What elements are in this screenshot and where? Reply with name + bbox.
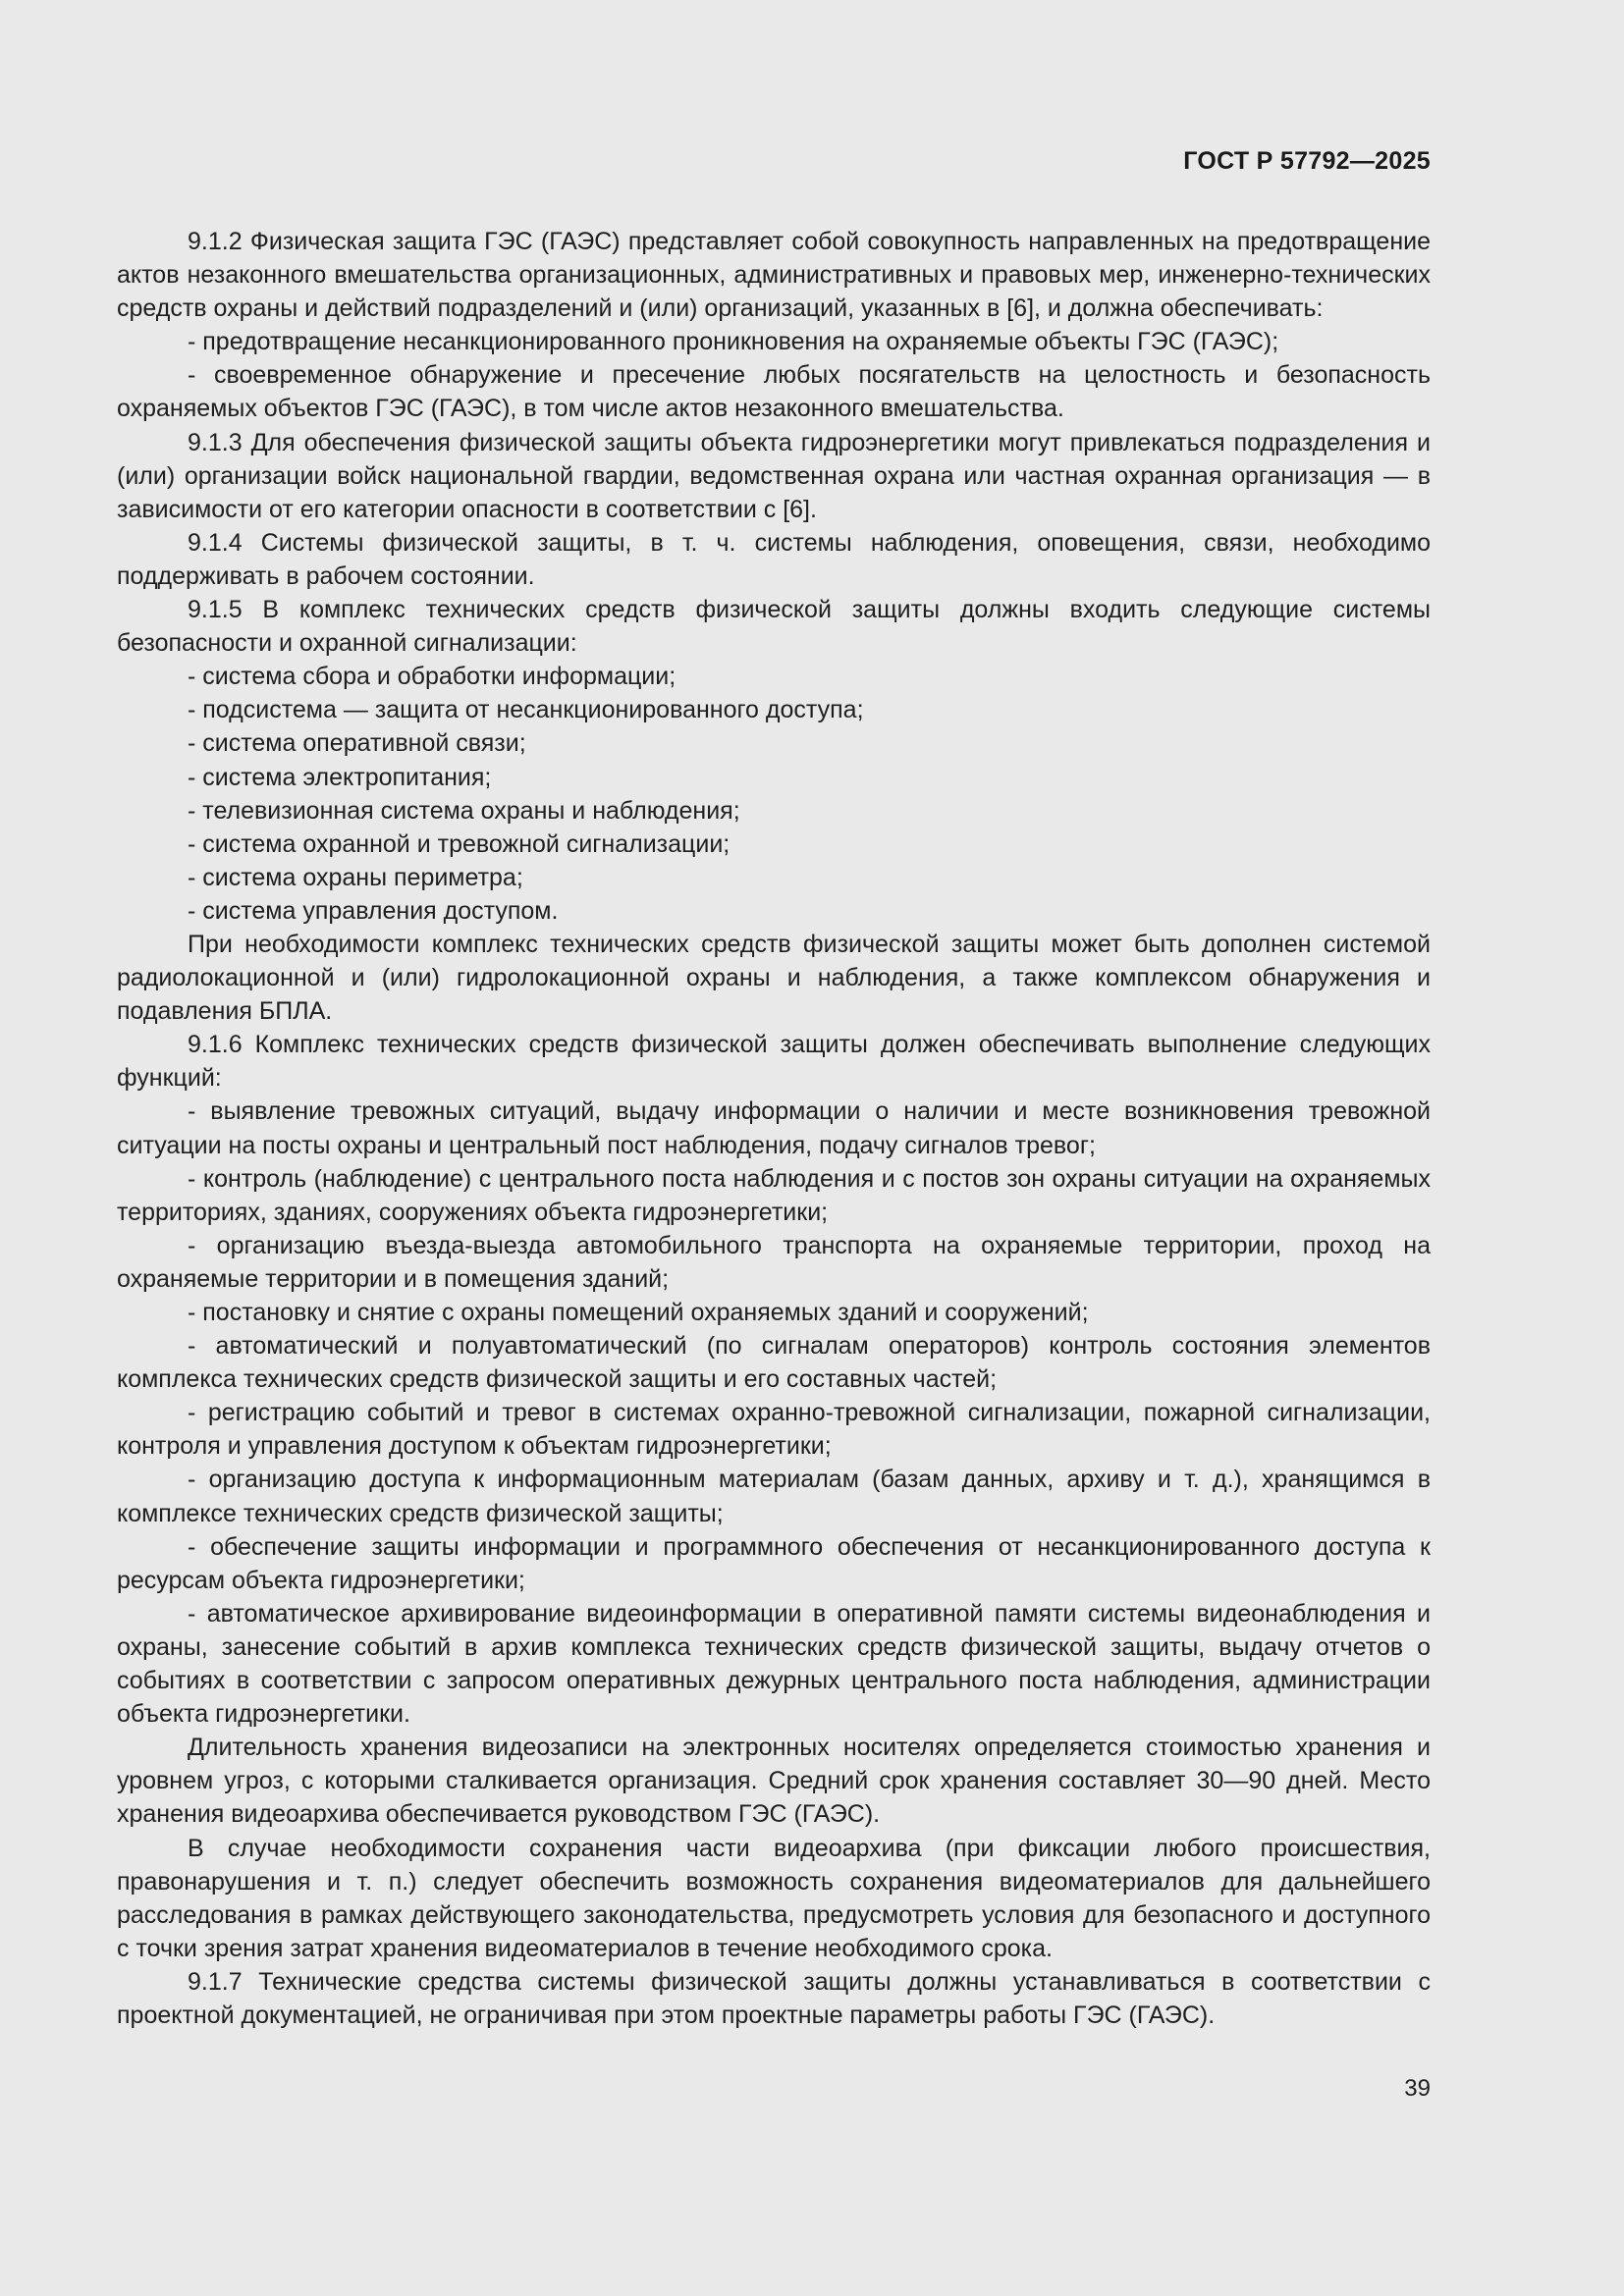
paragraph: 9.1.3 Для обеспечения физической защиты объекта гидроэнергетики могут привлекаться подразделения и (или) организации войск национальной гвардии, ведомственная охрана или частная охранная организация — в зависимости от его категории опасности в соответствии с [6].: [117, 428, 1431, 523]
list-item: - система охраны периметра;: [188, 863, 523, 891]
list-item: - телевизионная система охраны и наблюдения;: [188, 796, 740, 825]
document-body: [117, 225, 1431, 2032]
list-item: - система управления доступом.: [188, 896, 559, 925]
list-item: - система сбора и обработки информации;: [188, 663, 677, 691]
paragraph: В случае необходимости сохранения части видеоархива (при фиксации любого происшествия, правонарушения и т. п.) следует обеспечить возможность сохранения видеоматериалов для дальнейшего расследования в рамках действующего законодательства, предусмотреть условия для безопасного и доступного с точки зрения затрат хранения видеоматериалов в течение необходимого срока.: [117, 1834, 1431, 1962]
list-item: - выявление тревожных ситуаций, выдачу информации о наличии и месте возникновения тревожной ситуации на посты охраны и центральный пост наблюдения, подачу сигналов тревог;: [117, 1097, 1431, 1159]
list-item: - контроль (наблюдение) с центрального поста наблюдения и с постов зон охраны ситуации на охраняемых территориях, зданиях, сооружениях объекта гидроэнергетики;: [117, 1164, 1431, 1226]
paragraph: 9.1.4 Системы физической защиты, в т. ч. системы наблюдения, оповещения, связи, необходимо поддерживать в рабочем состоянии.: [117, 528, 1431, 590]
paragraph: 9.1.5 В комплекс технических средств физической защиты должны входить следующие системы безопасности и охранной сигнализации:: [117, 596, 1431, 658]
list-item: - автоматическое архивирование видеоинформации в оперативной памяти системы видеонаблюдения и охраны, занесение событий в архив комплекса технических средств физической защиты, выдачу отчетов о событиях в соответствии с запросом оперативных дежурных центрального поста наблюдения, администрации объекта гидроэнергетики.: [117, 1599, 1431, 1729]
list-item: - регистрацию событий и тревог в системах охранно-тревожной сигнализации, пожарной сигнализации, контроля и управления доступом к объектам гидроэнергетики;: [117, 1399, 1431, 1461]
list-item: - постановку и снятие с охраны помещений охраняемых зданий и сооружений;: [188, 1299, 1089, 1326]
page-number: 39: [1404, 2075, 1431, 2102]
paragraph: 9.1.7 Технические средства системы физической защиты должны устанавливаться в соответствии с проектной документацией, не ограничивая при этом проектные параметры работы ГЭС (ГАЭС).: [117, 1967, 1431, 2029]
list-item: - организацию доступа к информационным материалам (базам данных, архиву и т. д.), хранящимся в комплексе технических средств физической защиты;: [117, 1466, 1431, 1527]
list-item: - своевременное обнаружение и пресечение любых посягательств на целостность и безопасность охраняемых объектов ГЭС (ГАЭС), в том числе актов незаконного вмешательства.: [117, 361, 1431, 423]
list-item: - организацию въезда-выезда автомобильного транспорта на охраняемые территории, проход на охраняемые территории и в помещения зданий;: [117, 1231, 1431, 1293]
list-item: - система электропитания;: [188, 763, 492, 791]
list-item: - подсистема — защита от несанкционированного доступа;: [188, 696, 864, 724]
list-item: - предотвращение несанкционированного проникновения на охраняемые объекты ГЭС (ГАЭС);: [188, 328, 1279, 356]
list-item: - автоматический и полуавтоматический (по сигналам операторов) контроль состояния элементов комплекса технических средств физической защиты и его составных частей;: [117, 1332, 1431, 1394]
paragraph: При необходимости комплекс технических средств физической защиты может быть дополнен системой радиолокационной и (или) гидролокационной охраны и наблюдения, а также комплексом обнаружения и подавления БПЛА.: [117, 930, 1431, 1026]
list-item: - обеспечение защиты информации и программного обеспечения от несанкционированного доступа к ресурсам объекта гидроэнергетики;: [117, 1532, 1431, 1594]
standard-header: ГОСТ Р 57792—2025: [1183, 147, 1431, 175]
list-item: - система оперативной связи;: [188, 729, 526, 758]
paragraph: 9.1.6 Комплекс технических средств физической защиты должен обеспечивать выполнение следующих функций:: [117, 1031, 1431, 1093]
paragraph: Длительность хранения видеозаписи на электронных носителях определяется стоимостью хранения и уровнем угроз, с которыми сталкивается организация. Средний срок хранения составляет 30—90 дней. Место хранения видеоархива обеспечивается руководством ГЭС (ГАЭС).: [117, 1734, 1431, 1829]
paragraph: 9.1.2 Физическая защита ГЭС (ГАЭС) представляет собой совокупность направленных на предотвращение актов незаконного вмешательства организационных, административных и правовых мер, инженерно-технических средств охраны и действий подразделений и (или) организаций, указанных в [6], и должна обеспечивать:: [117, 228, 1431, 323]
list-item: - система охранной и тревожной сигнализации;: [188, 829, 731, 858]
